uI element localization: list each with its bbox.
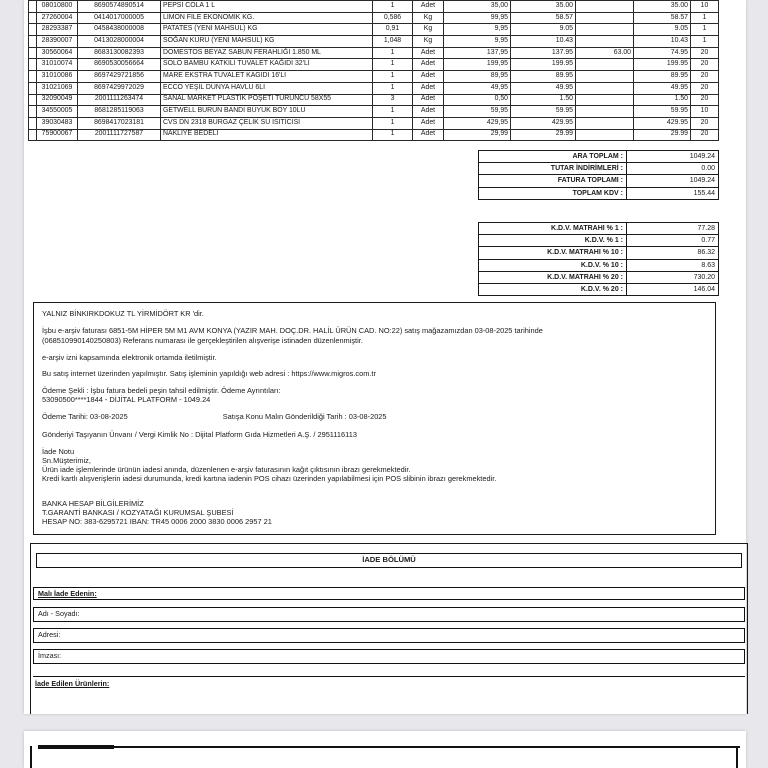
item-net-cell: 35.00 [634,1,691,13]
item-discount-cell [576,24,634,36]
item-unit-cell: Kg [413,36,444,48]
item-desc-cell: SOLO BAMBU KATKILI TUVALET KAĞIDI 32'Lİ [161,59,373,71]
invoice-total-value: 1049.24 [627,175,719,187]
item-barcode-cell: 0413028000004 [78,36,161,48]
item-code-cell: 39030483 [37,117,78,129]
invoice-total-label: ARA TOPLAM : [479,151,627,163]
item-unit-cell: Kg [413,12,444,24]
item-amount-cell: 199.95 [511,59,576,71]
item-vat-cell: 10 [691,1,719,13]
next-page-box-right-border [736,746,738,768]
items-table-body [29,1,719,141]
item-barcode-cell: 8697429721856 [78,71,161,83]
item-qty-cell: 1 [373,47,413,59]
item-discount-cell [576,106,634,118]
carrier-line: Gönderiyi Taşıyanın Ünvanı / Vergi Kimlik No : Dijital Platform Gıda Hizmetleri A.Ş. / 2951116113 [42,430,357,439]
item-unit_price-cell: 59,95 [444,106,511,118]
item-discount-cell [576,117,634,129]
item-row [29,129,719,141]
return-note-title: İade Notu [42,447,75,456]
vat-breakdown-label: K.D.V. MATRAHI % 10 : [479,247,627,259]
item-code-cell: 34550005 [37,106,78,118]
returned-products-label: İade Edilen Ürünlerin: [33,676,745,690]
item-unit_price-cell: 137,95 [444,47,511,59]
item-code-cell: 08010800 [37,1,78,13]
item-unit_price-cell: 199,95 [444,59,511,71]
item-discount-cell: 63.00 [576,47,634,59]
item-desc-cell: DOMESTOS BEYAZ SABUN FERAHLIĞI 1.850 ML [161,47,373,59]
item-barcode-cell: 8697429972029 [78,82,161,94]
invoice-total-label: FATURA TOPLAMI : [479,175,627,187]
item-barcode-cell: 2001111263474 [78,94,161,106]
item-amount-cell: 429.95 [511,117,576,129]
item-amount-cell: 29.99 [511,129,576,141]
item-discount-cell [576,12,634,24]
amount-in-words: YALNIZ BİNKIRKDOKUZ TL YİRMİDÖRT KR 'dir. [42,309,204,318]
item-amount-cell: 10.43 [511,36,576,48]
item-seq-cell [29,106,37,118]
payment-method-line: Ödeme Şekli : İşbu fatura bedeli peşin tahsil edilmiştir. Ödeme Ayrıntıları: [42,386,281,395]
item-code-cell: 31021069 [37,82,78,94]
return-note-line2: Ürün iade işlemlerinde ürünün iadesi anında, düzenlenen e-arşiv faturasının kağıt çıktısının ibrazı gerekmektedir. [42,465,411,474]
item-qty-cell: 1 [373,1,413,13]
item-qty-cell: 0,91 [373,24,413,36]
item-code-cell: 31010086 [37,71,78,83]
item-amount-cell: 9.05 [511,24,576,36]
item-net-cell: 199.95 [634,59,691,71]
item-qty-cell: 1 [373,117,413,129]
item-desc-cell: GETWELL BURUN BANDI BÜYÜK BOY 10LU [161,106,373,118]
bank-info-title: BANKA HESAP BİLGİLERİMİZ [42,499,144,508]
vat-breakdown-value: 86.32 [627,247,719,259]
invoice-total-row [479,163,719,175]
item-barcode-cell: 2001111727587 [78,129,161,141]
items-table [28,0,719,141]
item-discount-cell [576,82,634,94]
item-barcode-cell: 8690574890514 [78,1,161,13]
vat-breakdown-row [479,271,719,283]
item-desc-cell: SOĞAN KURU (YENİ MAHSUL) KG [161,36,373,48]
item-net-cell: 74.95 [634,47,691,59]
item-unit_price-cell: 9,95 [444,36,511,48]
item-unit-cell: Adet [413,117,444,129]
item-qty-cell: 1,048 [373,36,413,48]
item-row [29,36,719,48]
item-desc-cell: PATATES (YENİ MAHSUL) KG [161,24,373,36]
item-row [29,71,719,83]
vat-breakdown-table [478,222,719,296]
item-discount-cell [576,36,634,48]
vat-breakdown-label: K.D.V. % 1 : [479,235,627,247]
vat-breakdown-value: 0.77 [627,235,719,247]
item-seq-cell [29,24,37,36]
item-row [29,82,719,94]
item-vat-cell: 1 [691,36,719,48]
invoice-total-value: 1049.24 [627,151,719,163]
item-row [29,117,719,129]
item-vat-cell: 20 [691,117,719,129]
item-row [29,12,719,24]
item-desc-cell: NAKLİYE BEDELİ [161,129,373,141]
item-unit_price-cell: 0,50 [444,94,511,106]
item-code-cell: 75900067 [37,129,78,141]
vat-breakdown-row [479,247,719,259]
item-seq-cell [29,82,37,94]
item-barcode-cell: 0458438000008 [78,24,161,36]
item-qty-cell: 3 [373,94,413,106]
issue-statement-line2: (068510990140250803) Referans numarası ile gerçekleştirilen alışverişe istinaden düzenlenmiştir. [42,336,363,345]
invoice-total-label: TOPLAM KDV : [479,187,627,199]
vat-breakdown-value: 146.04 [627,283,719,295]
item-unit_price-cell: 99,95 [444,12,511,24]
item-net-cell: 429.95 [634,117,691,129]
item-unit-cell: Adet [413,106,444,118]
item-vat-cell: 10 [691,106,719,118]
item-unit_price-cell: 29,99 [444,129,511,141]
item-seq-cell [29,94,37,106]
item-qty-cell: 1 [373,82,413,94]
item-net-cell: 10.43 [634,36,691,48]
item-seq-cell [29,71,37,83]
vat-breakdown-value: 8.63 [627,259,719,271]
returner-address-field[interactable]: Adresi: [33,628,745,643]
item-barcode-cell: 8690530056664 [78,59,161,71]
item-code-cell: 30560064 [37,47,78,59]
item-row [29,59,719,71]
return-section-title: İADE BÖLÜMÜ [36,553,742,568]
item-seq-cell [29,36,37,48]
item-code-cell: 28390007 [37,36,78,48]
item-unit-cell: Adet [413,82,444,94]
returner-name-field[interactable]: Adı - Soyadı: [33,607,745,622]
vat-breakdown-row [479,283,719,295]
item-unit-cell: Adet [413,1,444,13]
payment-detail-line: 53090500****1844 - DİJİTAL PLATFORM - 1049.24 [42,395,211,404]
item-barcode-cell: 8681285119063 [78,106,161,118]
item-unit-cell: Adet [413,47,444,59]
item-net-cell: 89.95 [634,71,691,83]
item-code-cell: 31010074 [37,59,78,71]
item-seq-cell [29,129,37,141]
item-vat-cell: 20 [691,129,719,141]
item-seq-cell [29,47,37,59]
bank-info-line1: T.GARANTİ BANKASI / KOZYATAĞI KURUMSAL ŞUBESİ [42,508,234,517]
next-page-box-top-border-thick-segment [38,745,114,749]
item-amount-cell: 59.95 [511,106,576,118]
vat-breakdown-label: K.D.V. % 20 : [479,283,627,295]
item-net-cell: 9.05 [634,24,691,36]
item-amount-cell: 137.95 [511,47,576,59]
returner-label: Malı İade Edenin: [33,587,745,600]
item-vat-cell: 20 [691,94,719,106]
vat-breakdown-label: K.D.V. % 10 : [479,259,627,271]
item-amount-cell: 1.50 [511,94,576,106]
invoice-total-value: 155.44 [627,187,719,199]
item-unit-cell: Adet [413,71,444,83]
return-note-line3: Kredi kartlı alışverişlerin iadesi durumunda, kredi kartına iadenin POS cihazı üzerinden yapılabilmesi için POS slibinin ibrazı gerekmektedir. [42,474,497,483]
web-sale-statement: Bu satış internet üzerinden yapılmıştır. Satış işleminin yapıldığı web adresi : https://www.migros.com.tr [42,369,376,378]
item-desc-cell: MARE EKSTRA TUVALET KAGIDI 16'LI [161,71,373,83]
invoice-total-row [479,151,719,163]
invoice-total-value: 0.00 [627,163,719,175]
item-row [29,106,719,118]
item-qty-cell: 1 [373,129,413,141]
item-net-cell: 49.95 [634,82,691,94]
item-unit-cell: Adet [413,94,444,106]
item-net-cell: 29.99 [634,129,691,141]
next-page-box-top-border [38,746,740,748]
item-amount-cell: 58.57 [511,12,576,24]
item-desc-cell: LİMON FİLE EKONOMİK KG. [161,12,373,24]
item-seq-cell [29,117,37,129]
item-qty-cell: 0,586 [373,12,413,24]
item-code-cell: 28293387 [37,24,78,36]
vat-breakdown-row [479,235,719,247]
item-seq-cell [29,1,37,13]
invoice-page [24,0,746,714]
vat-breakdown-row [479,223,719,235]
item-amount-cell: 49.95 [511,82,576,94]
next-page-box-left-border [30,746,32,768]
item-amount-cell: 35.00 [511,1,576,13]
invoice-total-row [479,175,719,187]
item-qty-cell: 1 [373,59,413,71]
shipping-date: Satışa Konu Malın Gönderildiği Tarih : 03-08-2025 [222,412,387,421]
item-vat-cell: 1 [691,12,719,24]
invoice-totals-body [479,151,719,200]
returner-signature-field[interactable]: İmzası: [33,649,745,664]
item-barcode-cell: 8698417023181 [78,117,161,129]
item-discount-cell [576,59,634,71]
payment-date: Ödeme Tarihi: 03-08-2025 [42,412,128,421]
item-seq-cell [29,59,37,71]
item-amount-cell: 89.95 [511,71,576,83]
invoice-totals-table [478,150,719,200]
vat-breakdown-value: 730.20 [627,271,719,283]
return-note-line1: Sn.Müşterimiz, [42,456,91,465]
item-code-cell: 27260004 [37,12,78,24]
item-unit_price-cell: 429,95 [444,117,511,129]
item-unit_price-cell: 49,95 [444,82,511,94]
vat-breakdown-value: 77.28 [627,223,719,235]
vat-breakdown-body [479,223,719,296]
item-desc-cell: CVS DN 2318 BURGAZ ÇELİK SU ISITICISI [161,117,373,129]
item-unit_price-cell: 89,95 [444,71,511,83]
item-seq-cell [29,12,37,24]
item-discount-cell [576,71,634,83]
item-discount-cell [576,129,634,141]
item-vat-cell: 20 [691,59,719,71]
item-unit-cell: Adet [413,129,444,141]
item-desc-cell: SANAL MARKET PLASTİK POŞETİ TURUNCU 58X55 [161,94,373,106]
invoice-notes-box [33,302,716,535]
item-barcode-cell: 8683130082393 [78,47,161,59]
item-unit_price-cell: 35,00 [444,1,511,13]
issue-statement-line1: İşbu e-arşiv faturası 6851-5M HİPER 5M M1 AVM KONYA (YAZIR MAH. DOÇ.DR. HALİL ÜRÜN CAD. NO:22) satış mağazamızdan 03-08-2025 tarihinde [42,326,543,335]
vat-breakdown-label: K.D.V. MATRAHI % 1 : [479,223,627,235]
item-row [29,1,719,13]
item-unit-cell: Kg [413,24,444,36]
invoice-total-row [479,187,719,199]
item-net-cell: 59.95 [634,106,691,118]
item-net-cell: 58.57 [634,12,691,24]
item-row [29,94,719,106]
item-vat-cell: 20 [691,47,719,59]
invoice-total-label: TUTAR İNDİRİMLERİ : [479,163,627,175]
item-row [29,47,719,59]
item-qty-cell: 1 [373,106,413,118]
item-discount-cell [576,94,634,106]
item-vat-cell: 20 [691,82,719,94]
return-section [30,543,748,714]
item-net-cell: 1.50 [634,94,691,106]
item-row [29,24,719,36]
vat-breakdown-row [479,259,719,271]
earchive-statement: e-arşiv izni kapsamında elektronik ortamda iletilmiştir. [42,353,217,362]
item-desc-cell: ECCO YEŞİL DÜNYA HAVLU 6LI [161,82,373,94]
item-vat-cell: 1 [691,24,719,36]
item-qty-cell: 1 [373,71,413,83]
dates-line [42,412,709,422]
item-code-cell: 32090049 [37,94,78,106]
item-barcode-cell: 0414017000005 [78,12,161,24]
next-page-fragment [24,731,746,768]
item-desc-cell: PEPSİ COLA 1 L [161,1,373,13]
item-unit-cell: Adet [413,59,444,71]
item-vat-cell: 20 [691,71,719,83]
item-discount-cell [576,1,634,13]
item-unit_price-cell: 9,95 [444,24,511,36]
vat-breakdown-label: K.D.V. MATRAHI % 20 : [479,271,627,283]
bank-info-line2: HESAP NO: 383-6295721 IBAN: TR45 0006 2000 3830 0006 2957 21 [42,517,272,526]
